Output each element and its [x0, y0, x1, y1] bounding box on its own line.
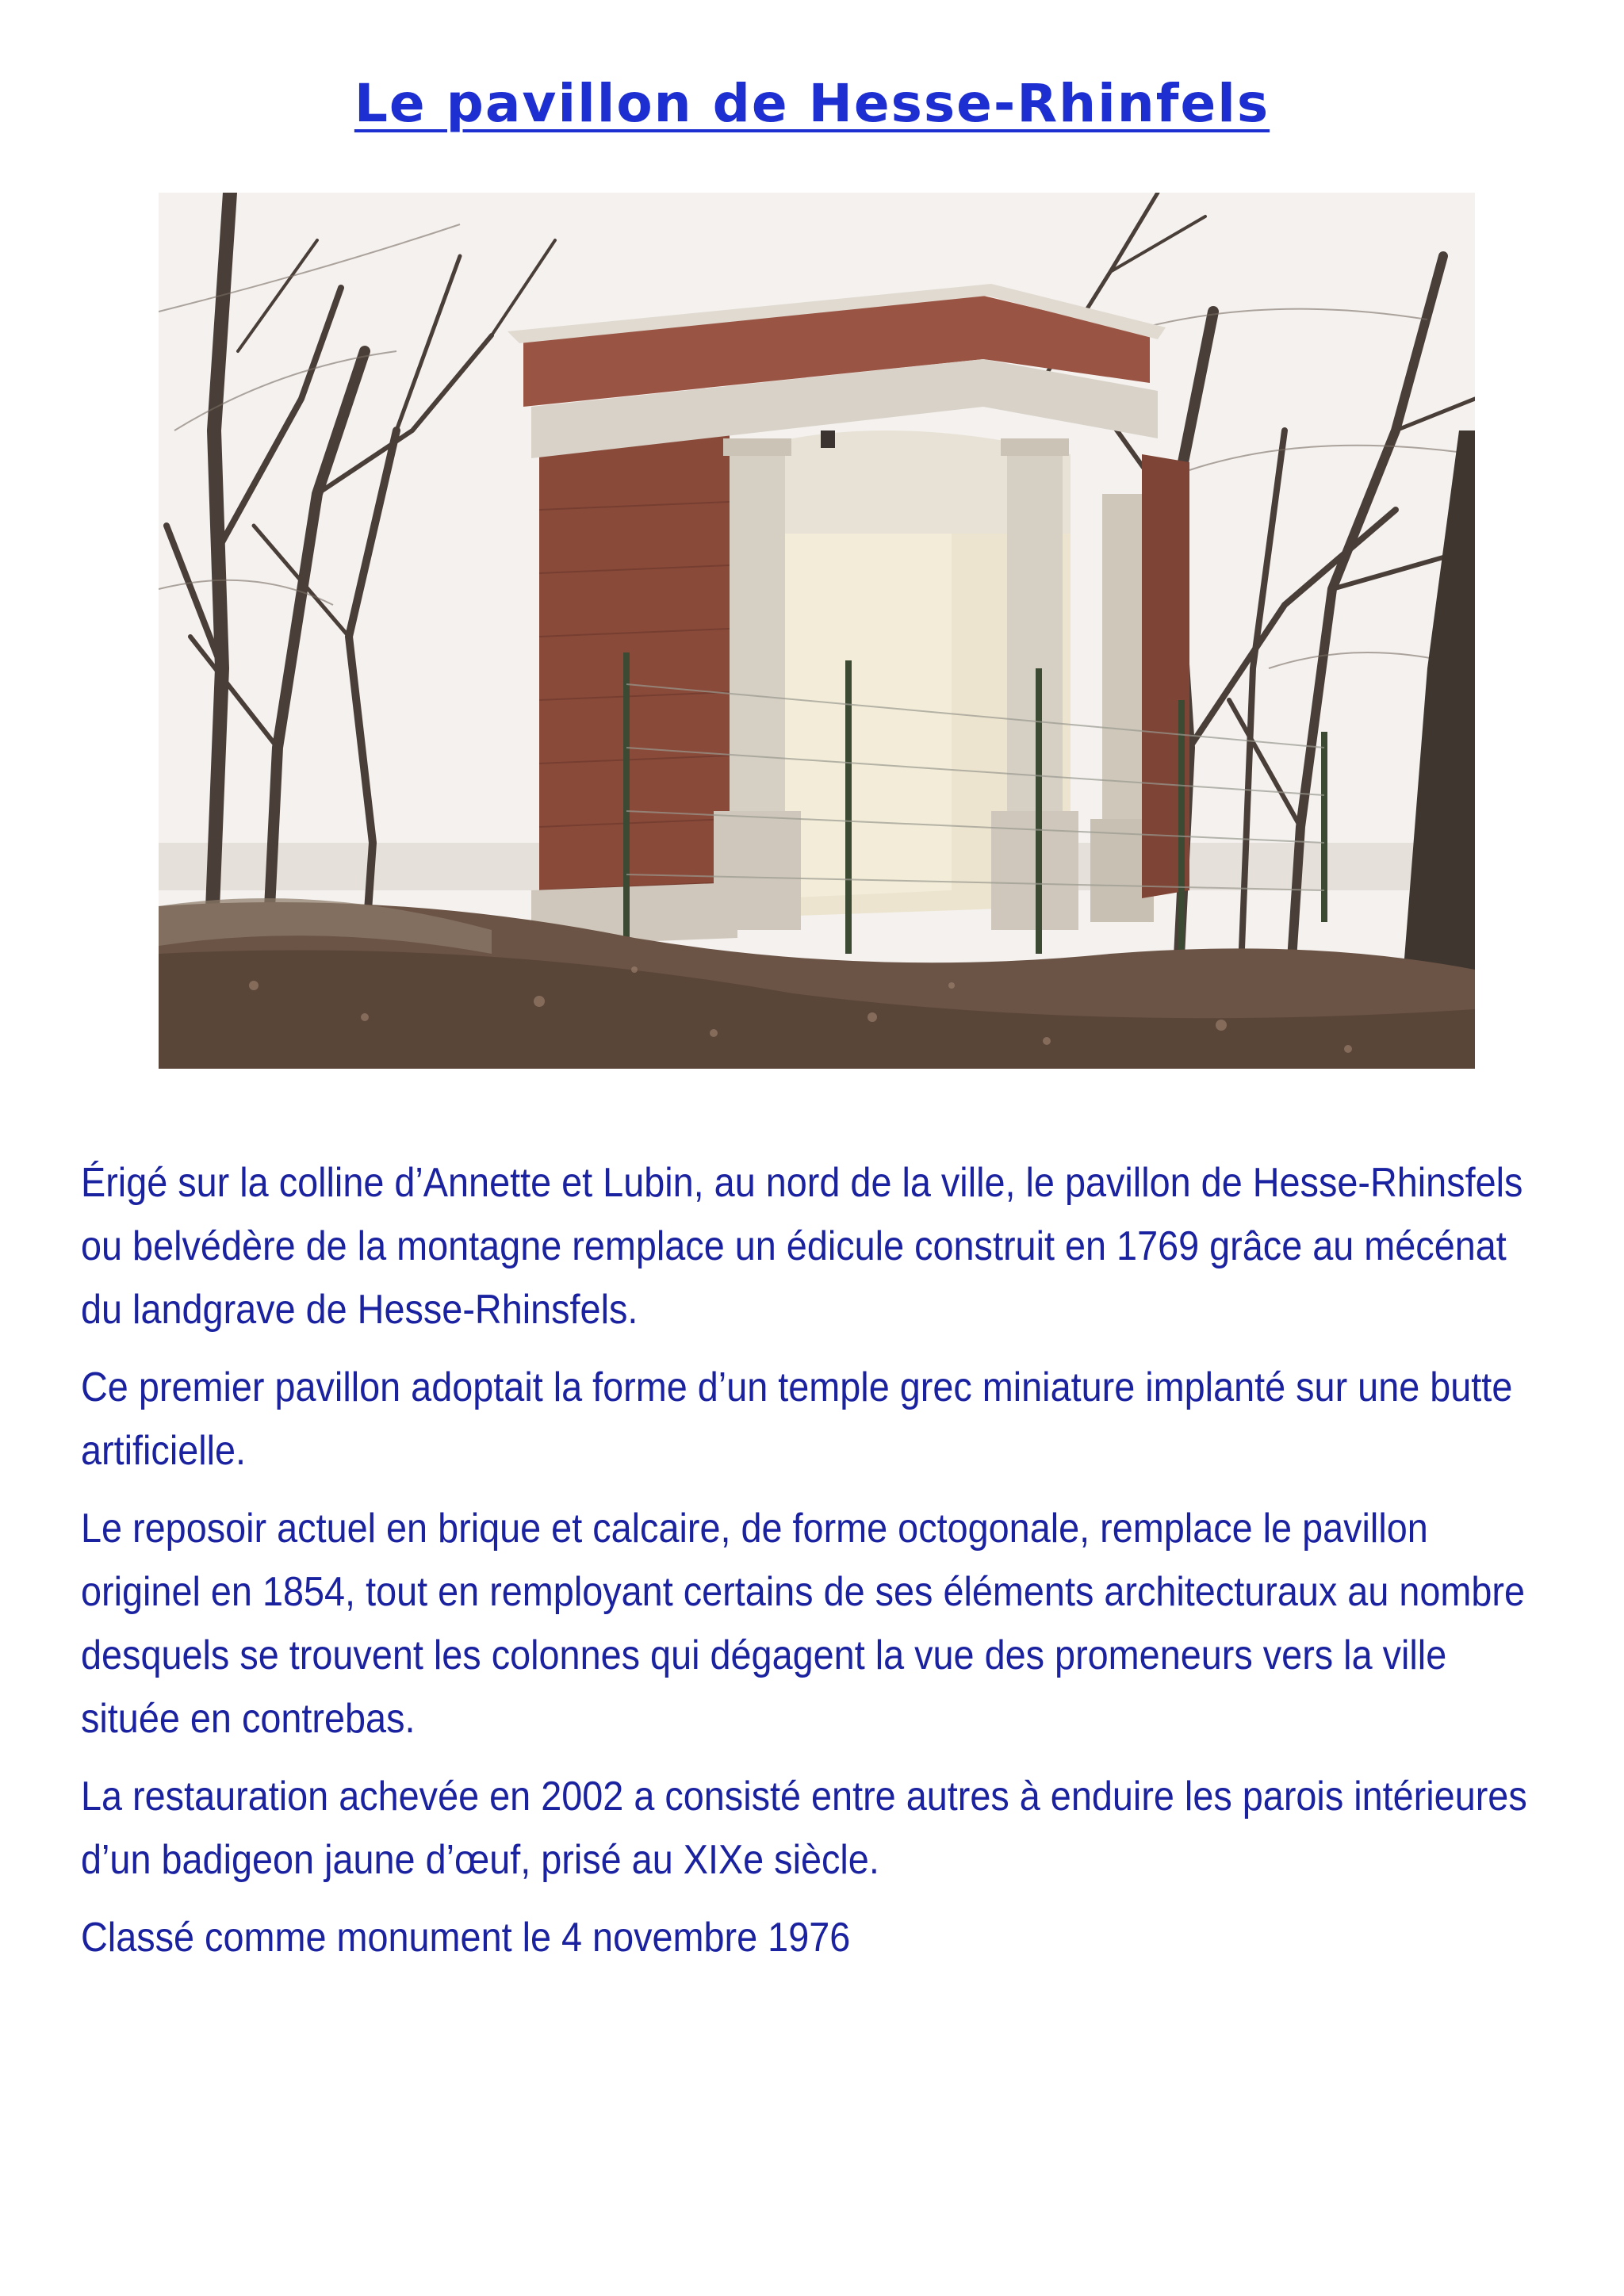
paragraph-first-pavilion: Ce premier pavillon adoptait la forme d’un temple grec miniature implanté sur une butte artificielle. [81, 1364, 1513, 1474]
paragraph-classification: Classé comme monument le 4 novembre 1976 [81, 1915, 851, 1961]
paragraph-restoration: La restauration achevée en 2002 a consisté entre autres à enduire les parois intérieures d’un badigeon jaune d’œuf, prisé au XIXe siècle. [81, 1774, 1527, 1883]
page-title[interactable]: Le pavillon de Hesse-Rhinfels [354, 73, 1270, 134]
pavilion-photo [159, 193, 1475, 1069]
body-text [81, 1151, 1527, 1984]
paragraph-intro: Érigé sur la colline d’Annette et Lubin, au nord de la ville, le pavillon de Hesse-Rhinsfels ou belvédère de la montagne remplace un édicule construit en 1769 grâce au mécénat du landgrave de Hesse-Rhinsfels. [81, 1160, 1523, 1333]
pavilion-illustration [159, 193, 1475, 1069]
paragraph-current-pavilion: Le reposoir actuel en brique et calcaire, de forme octogonale, remplace le pavillon originel en 1854, tout en remployant certains de ses éléments architecturaux au nombre desquels se trouvent les colonnes qui dégagent la vue des promeneurs vers la ville située en contrebas. [81, 1506, 1526, 1742]
